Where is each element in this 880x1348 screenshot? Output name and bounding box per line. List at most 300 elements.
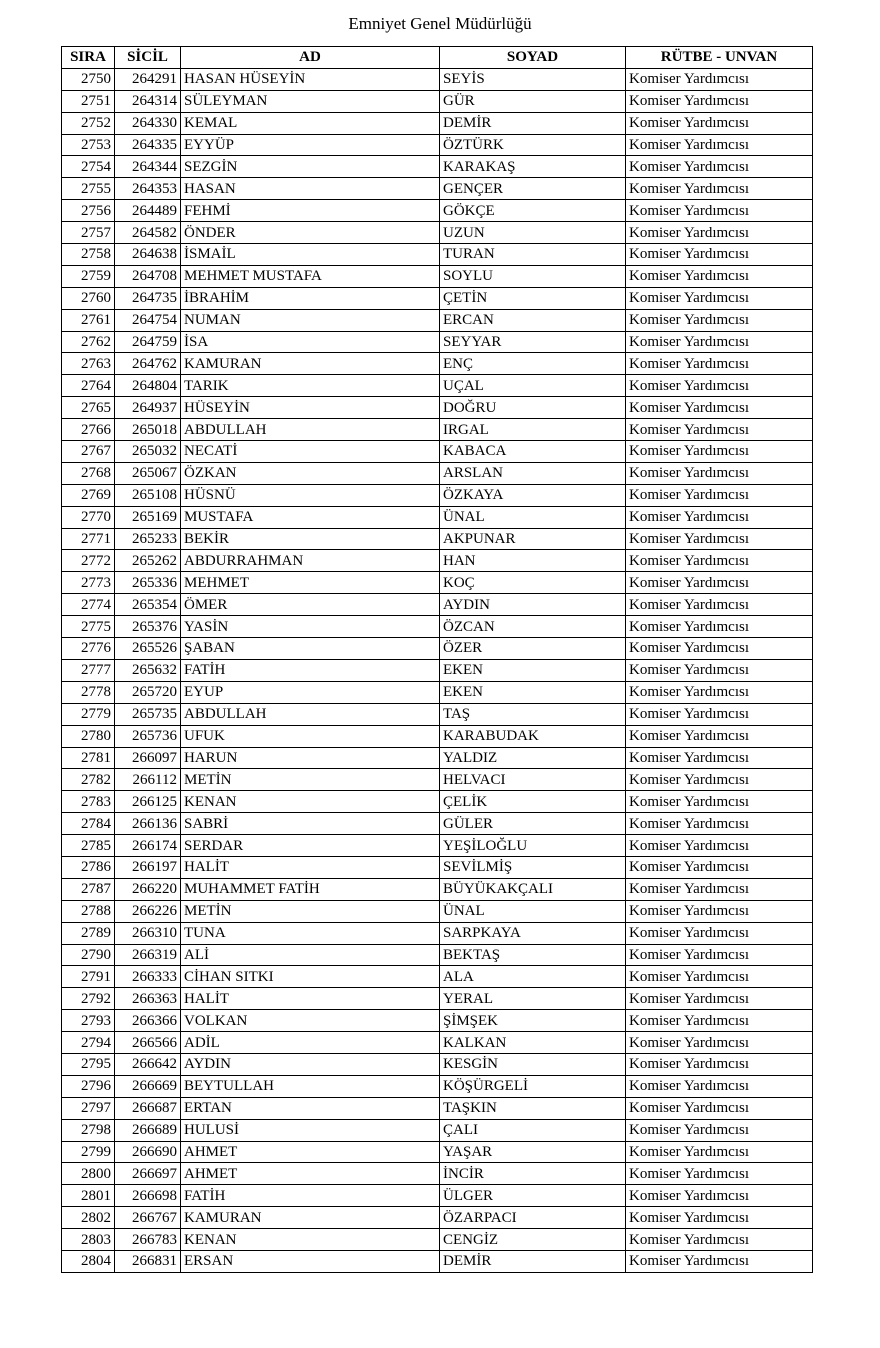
cell-soyad: SEYYAR (440, 331, 626, 353)
cell-rutbe-unvan: Komiser Yardımcısı (626, 134, 813, 156)
cell-sicil: 265336 (115, 572, 181, 594)
cell-sira: 2771 (62, 528, 115, 550)
cell-ad: ABDULLAH (181, 703, 440, 725)
cell-sira: 2782 (62, 769, 115, 791)
cell-sira: 2759 (62, 265, 115, 287)
cell-sira: 2795 (62, 1053, 115, 1075)
cell-sira: 2801 (62, 1185, 115, 1207)
cell-sira: 2792 (62, 988, 115, 1010)
cell-rutbe-unvan: Komiser Yardımcısı (626, 331, 813, 353)
cell-sira: 2803 (62, 1229, 115, 1251)
table-row (62, 484, 813, 506)
cell-sira: 2787 (62, 878, 115, 900)
cell-sicil: 264762 (115, 353, 181, 375)
cell-sicil: 264754 (115, 309, 181, 331)
cell-sicil: 265736 (115, 725, 181, 747)
table-row (62, 528, 813, 550)
table-row (62, 813, 813, 835)
cell-rutbe-unvan: Komiser Yardımcısı (626, 616, 813, 638)
table-row (62, 550, 813, 572)
cell-rutbe-unvan: Komiser Yardımcısı (626, 1141, 813, 1163)
cell-ad: SABRİ (181, 813, 440, 835)
table-row (62, 287, 813, 309)
cell-rutbe-unvan: Komiser Yardımcısı (626, 594, 813, 616)
cell-sicil: 264291 (115, 68, 181, 90)
table-row (62, 309, 813, 331)
cell-soyad: DEMİR (440, 112, 626, 134)
cell-rutbe-unvan: Komiser Yardımcısı (626, 397, 813, 419)
cell-sicil: 265735 (115, 703, 181, 725)
cell-soyad: ÇALI (440, 1119, 626, 1141)
table-row (62, 90, 813, 112)
cell-ad: NUMAN (181, 309, 440, 331)
cell-rutbe-unvan: Komiser Yardımcısı (626, 112, 813, 134)
cell-sicil: 266566 (115, 1032, 181, 1054)
table-row (62, 1010, 813, 1032)
cell-sicil: 265018 (115, 419, 181, 441)
cell-ad: ALİ (181, 944, 440, 966)
cell-soyad: CENGİZ (440, 1229, 626, 1251)
table-row (62, 572, 813, 594)
cell-sira: 2756 (62, 200, 115, 222)
cell-soyad: IRGAL (440, 419, 626, 441)
cell-sicil: 265720 (115, 681, 181, 703)
cell-sira: 2757 (62, 222, 115, 244)
table-row (62, 156, 813, 178)
cell-sira: 2776 (62, 638, 115, 660)
cell-rutbe-unvan: Komiser Yardımcısı (626, 462, 813, 484)
cell-sira: 2760 (62, 287, 115, 309)
cell-sicil: 264344 (115, 156, 181, 178)
cell-sira: 2785 (62, 835, 115, 857)
cell-sicil: 265169 (115, 506, 181, 528)
cell-ad: KAMURAN (181, 1207, 440, 1229)
cell-rutbe-unvan: Komiser Yardımcısı (626, 681, 813, 703)
cell-sira: 2802 (62, 1207, 115, 1229)
table-row (62, 1250, 813, 1272)
cell-soyad: SOYLU (440, 265, 626, 287)
cell-sicil: 266366 (115, 1010, 181, 1032)
cell-rutbe-unvan: Komiser Yardımcısı (626, 265, 813, 287)
cell-soyad: ŞİMŞEK (440, 1010, 626, 1032)
cell-sicil: 266097 (115, 747, 181, 769)
cell-sira: 2798 (62, 1119, 115, 1141)
cell-rutbe-unvan: Komiser Yardımcısı (626, 966, 813, 988)
cell-sira: 2770 (62, 506, 115, 528)
cell-ad: MUSTAFA (181, 506, 440, 528)
cell-rutbe-unvan: Komiser Yardımcısı (626, 353, 813, 375)
cell-sira: 2796 (62, 1075, 115, 1097)
cell-rutbe-unvan: Komiser Yardımcısı (626, 1163, 813, 1185)
table-row (62, 1119, 813, 1141)
cell-ad: ŞABAN (181, 638, 440, 660)
cell-sira: 2791 (62, 966, 115, 988)
personnel-table (61, 46, 813, 1273)
cell-soyad: TAŞKIN (440, 1097, 626, 1119)
cell-rutbe-unvan: Komiser Yardımcısı (626, 900, 813, 922)
cell-sira: 2761 (62, 309, 115, 331)
cell-rutbe-unvan: Komiser Yardımcısı (626, 791, 813, 813)
cell-ad: İBRAHİM (181, 287, 440, 309)
cell-rutbe-unvan: Komiser Yardımcısı (626, 572, 813, 594)
cell-sira: 2755 (62, 178, 115, 200)
cell-soyad: UZUN (440, 222, 626, 244)
cell-sira: 2780 (62, 725, 115, 747)
cell-sira: 2788 (62, 900, 115, 922)
cell-sicil: 265526 (115, 638, 181, 660)
cell-soyad: YALDIZ (440, 747, 626, 769)
cell-soyad: ÖZER (440, 638, 626, 660)
cell-soyad: ÖZCAN (440, 616, 626, 638)
page-title: Emniyet Genel Müdürlüğü (348, 14, 532, 33)
cell-ad: HASAN (181, 178, 440, 200)
cell-sicil: 266174 (115, 835, 181, 857)
table-row (62, 397, 813, 419)
cell-sira: 2804 (62, 1250, 115, 1272)
cell-sicil: 266125 (115, 791, 181, 813)
cell-rutbe-unvan: Komiser Yardımcısı (626, 1185, 813, 1207)
cell-sira: 2766 (62, 419, 115, 441)
cell-soyad: GENÇER (440, 178, 626, 200)
cell-ad: ÖMER (181, 594, 440, 616)
table-row (62, 725, 813, 747)
table-row (62, 222, 813, 244)
cell-soyad: ERCAN (440, 309, 626, 331)
cell-soyad: ARSLAN (440, 462, 626, 484)
cell-sicil: 265067 (115, 462, 181, 484)
cell-soyad: BÜYÜKAKÇALI (440, 878, 626, 900)
cell-soyad: YERAL (440, 988, 626, 1010)
table-row (62, 331, 813, 353)
cell-ad: EYUP (181, 681, 440, 703)
table-row (62, 616, 813, 638)
cell-sira: 2793 (62, 1010, 115, 1032)
table-row (62, 681, 813, 703)
cell-ad: SÜLEYMAN (181, 90, 440, 112)
cell-ad: KENAN (181, 791, 440, 813)
cell-rutbe-unvan: Komiser Yardımcısı (626, 200, 813, 222)
table-header-row (62, 47, 813, 69)
cell-sicil: 265376 (115, 616, 181, 638)
cell-rutbe-unvan: Komiser Yardımcısı (626, 309, 813, 331)
cell-sicil: 266687 (115, 1097, 181, 1119)
cell-soyad: SEVİLMİŞ (440, 856, 626, 878)
cell-ad: ERTAN (181, 1097, 440, 1119)
cell-ad: METİN (181, 900, 440, 922)
cell-ad: FATİH (181, 659, 440, 681)
cell-ad: ADİL (181, 1032, 440, 1054)
cell-ad: AYDIN (181, 1053, 440, 1075)
table-row (62, 1032, 813, 1054)
cell-sira: 2790 (62, 944, 115, 966)
cell-rutbe-unvan: Komiser Yardımcısı (626, 1075, 813, 1097)
cell-sira: 2764 (62, 375, 115, 397)
cell-sira: 2781 (62, 747, 115, 769)
cell-sicil: 266783 (115, 1229, 181, 1251)
cell-rutbe-unvan: Komiser Yardımcısı (626, 528, 813, 550)
cell-rutbe-unvan: Komiser Yardımcısı (626, 441, 813, 463)
cell-sicil: 266689 (115, 1119, 181, 1141)
table-row (62, 659, 813, 681)
cell-rutbe-unvan: Komiser Yardımcısı (626, 1207, 813, 1229)
cell-soyad: ÇELİK (440, 791, 626, 813)
table-row (62, 900, 813, 922)
cell-ad: YASİN (181, 616, 440, 638)
cell-rutbe-unvan: Komiser Yardımcısı (626, 769, 813, 791)
cell-sicil: 264708 (115, 265, 181, 287)
cell-sicil: 266690 (115, 1141, 181, 1163)
column-header-rutbe-unvan: RÜTBE - UNVAN (626, 47, 813, 69)
cell-sira: 2751 (62, 90, 115, 112)
table-row (62, 1163, 813, 1185)
cell-ad: TUNA (181, 922, 440, 944)
cell-rutbe-unvan: Komiser Yardımcısı (626, 703, 813, 725)
cell-ad: METİN (181, 769, 440, 791)
table-row (62, 944, 813, 966)
cell-sira: 2754 (62, 156, 115, 178)
cell-sira: 2762 (62, 331, 115, 353)
cell-sicil: 265632 (115, 659, 181, 681)
cell-ad: AHMET (181, 1163, 440, 1185)
cell-ad: HARUN (181, 747, 440, 769)
cell-ad: BEKİR (181, 528, 440, 550)
table-row (62, 1075, 813, 1097)
table-row (62, 856, 813, 878)
cell-ad: HULUSİ (181, 1119, 440, 1141)
table-row (62, 703, 813, 725)
cell-sira: 2794 (62, 1032, 115, 1054)
cell-rutbe-unvan: Komiser Yardımcısı (626, 222, 813, 244)
cell-ad: ÖNDER (181, 222, 440, 244)
cell-soyad: KÖŞÜRGELİ (440, 1075, 626, 1097)
cell-sira: 2777 (62, 659, 115, 681)
cell-rutbe-unvan: Komiser Yardımcısı (626, 638, 813, 660)
cell-rutbe-unvan: Komiser Yardımcısı (626, 506, 813, 528)
cell-soyad: ÜLGER (440, 1185, 626, 1207)
table-row (62, 594, 813, 616)
cell-soyad: TAŞ (440, 703, 626, 725)
cell-sira: 2768 (62, 462, 115, 484)
table-row (62, 1207, 813, 1229)
table-row (62, 200, 813, 222)
cell-soyad: GÜLER (440, 813, 626, 835)
cell-sicil: 266767 (115, 1207, 181, 1229)
cell-ad: BEYTULLAH (181, 1075, 440, 1097)
cell-rutbe-unvan: Komiser Yardımcısı (626, 878, 813, 900)
cell-sicil: 266112 (115, 769, 181, 791)
table-row (62, 966, 813, 988)
cell-soyad: EKEN (440, 681, 626, 703)
table-row (62, 747, 813, 769)
cell-soyad: ÖZTÜRK (440, 134, 626, 156)
cell-sira: 2772 (62, 550, 115, 572)
table-row (62, 988, 813, 1010)
table-row (62, 244, 813, 266)
cell-soyad: AKPUNAR (440, 528, 626, 550)
table-row (62, 1141, 813, 1163)
cell-sicil: 266831 (115, 1250, 181, 1272)
cell-sicil: 266698 (115, 1185, 181, 1207)
table-row (62, 1185, 813, 1207)
cell-sira: 2799 (62, 1141, 115, 1163)
cell-rutbe-unvan: Komiser Yardımcısı (626, 419, 813, 441)
cell-sicil: 265108 (115, 484, 181, 506)
cell-ad: HÜSEYİN (181, 397, 440, 419)
cell-soyad: KESGİN (440, 1053, 626, 1075)
cell-sira: 2797 (62, 1097, 115, 1119)
cell-sicil: 266697 (115, 1163, 181, 1185)
cell-ad: TARIK (181, 375, 440, 397)
table-row (62, 419, 813, 441)
cell-ad: CİHAN SITKI (181, 966, 440, 988)
cell-sira: 2752 (62, 112, 115, 134)
cell-sicil: 266136 (115, 813, 181, 835)
cell-sicil: 265354 (115, 594, 181, 616)
cell-sira: 2783 (62, 791, 115, 813)
cell-sicil: 264804 (115, 375, 181, 397)
cell-rutbe-unvan: Komiser Yardımcısı (626, 922, 813, 944)
table-row (62, 1053, 813, 1075)
table-row (62, 353, 813, 375)
cell-rutbe-unvan: Komiser Yardımcısı (626, 944, 813, 966)
cell-sicil: 266363 (115, 988, 181, 1010)
cell-soyad: YEŞİLOĞLU (440, 835, 626, 857)
cell-rutbe-unvan: Komiser Yardımcısı (626, 835, 813, 857)
cell-soyad: DEMİR (440, 1250, 626, 1272)
cell-ad: İSA (181, 331, 440, 353)
cell-ad: HALİT (181, 988, 440, 1010)
cell-rutbe-unvan: Komiser Yardımcısı (626, 1119, 813, 1141)
cell-sira: 2774 (62, 594, 115, 616)
cell-ad: HÜSNÜ (181, 484, 440, 506)
cell-sicil: 264353 (115, 178, 181, 200)
table-row (62, 462, 813, 484)
cell-sicil: 264582 (115, 222, 181, 244)
cell-sicil: 266333 (115, 966, 181, 988)
cell-ad: ABDULLAH (181, 419, 440, 441)
cell-sira: 2753 (62, 134, 115, 156)
cell-ad: KEMAL (181, 112, 440, 134)
cell-ad: ERSAN (181, 1250, 440, 1272)
cell-soyad: UÇAL (440, 375, 626, 397)
cell-soyad: KALKAN (440, 1032, 626, 1054)
cell-sira: 2765 (62, 397, 115, 419)
table-row (62, 922, 813, 944)
cell-rutbe-unvan: Komiser Yardımcısı (626, 988, 813, 1010)
cell-ad: NECATİ (181, 441, 440, 463)
cell-soyad: SARPKAYA (440, 922, 626, 944)
column-header-sicil: SİCİL (115, 47, 181, 69)
cell-sicil: 264489 (115, 200, 181, 222)
cell-rutbe-unvan: Komiser Yardımcısı (626, 68, 813, 90)
cell-sicil: 266220 (115, 878, 181, 900)
cell-ad: ÖZKAN (181, 462, 440, 484)
table-row (62, 375, 813, 397)
cell-soyad: İNCİR (440, 1163, 626, 1185)
cell-ad: İSMAİL (181, 244, 440, 266)
column-header-sira: SIRA (62, 47, 115, 69)
cell-sira: 2767 (62, 441, 115, 463)
cell-soyad: AYDIN (440, 594, 626, 616)
cell-sira: 2775 (62, 616, 115, 638)
cell-ad: FEHMİ (181, 200, 440, 222)
cell-sira: 2778 (62, 681, 115, 703)
table-row (62, 265, 813, 287)
cell-soyad: YAŞAR (440, 1141, 626, 1163)
cell-ad: ABDURRAHMAN (181, 550, 440, 572)
cell-sira: 2750 (62, 68, 115, 90)
table-row (62, 441, 813, 463)
cell-ad: SERDAR (181, 835, 440, 857)
cell-sira: 2763 (62, 353, 115, 375)
cell-ad: UFUK (181, 725, 440, 747)
cell-rutbe-unvan: Komiser Yardımcısı (626, 1053, 813, 1075)
cell-sicil: 265262 (115, 550, 181, 572)
cell-sicil: 264335 (115, 134, 181, 156)
cell-ad: HALİT (181, 856, 440, 878)
cell-rutbe-unvan: Komiser Yardımcısı (626, 813, 813, 835)
cell-sira: 2800 (62, 1163, 115, 1185)
cell-soyad: TURAN (440, 244, 626, 266)
cell-rutbe-unvan: Komiser Yardımcısı (626, 1097, 813, 1119)
cell-sicil: 266226 (115, 900, 181, 922)
cell-ad: KAMURAN (181, 353, 440, 375)
cell-rutbe-unvan: Komiser Yardımcısı (626, 90, 813, 112)
cell-soyad: KOÇ (440, 572, 626, 594)
cell-ad: EYYÜP (181, 134, 440, 156)
cell-soyad: SEYİS (440, 68, 626, 90)
cell-soyad: ÜNAL (440, 900, 626, 922)
cell-soyad: ÖZARPACI (440, 1207, 626, 1229)
cell-ad: KENAN (181, 1229, 440, 1251)
cell-soyad: HELVACI (440, 769, 626, 791)
cell-sicil: 266319 (115, 944, 181, 966)
cell-rutbe-unvan: Komiser Yardımcısı (626, 659, 813, 681)
cell-sira: 2779 (62, 703, 115, 725)
cell-sicil: 266669 (115, 1075, 181, 1097)
cell-ad: FATİH (181, 1185, 440, 1207)
cell-ad: SEZGİN (181, 156, 440, 178)
table-row (62, 1097, 813, 1119)
cell-rutbe-unvan: Komiser Yardımcısı (626, 1010, 813, 1032)
cell-soyad: KARABUDAK (440, 725, 626, 747)
cell-sicil: 264735 (115, 287, 181, 309)
cell-sicil: 266197 (115, 856, 181, 878)
cell-soyad: GÜR (440, 90, 626, 112)
cell-rutbe-unvan: Komiser Yardımcısı (626, 1032, 813, 1054)
table-row (62, 791, 813, 813)
table-row (62, 1229, 813, 1251)
table-row (62, 878, 813, 900)
cell-sicil: 266642 (115, 1053, 181, 1075)
cell-sicil: 264314 (115, 90, 181, 112)
cell-rutbe-unvan: Komiser Yardımcısı (626, 1250, 813, 1272)
cell-rutbe-unvan: Komiser Yardımcısı (626, 550, 813, 572)
cell-sicil: 264759 (115, 331, 181, 353)
cell-sira: 2789 (62, 922, 115, 944)
table-row (62, 112, 813, 134)
table-row (62, 134, 813, 156)
table-row (62, 769, 813, 791)
cell-sicil: 265233 (115, 528, 181, 550)
cell-ad: AHMET (181, 1141, 440, 1163)
cell-rutbe-unvan: Komiser Yardımcısı (626, 747, 813, 769)
cell-rutbe-unvan: Komiser Yardımcısı (626, 725, 813, 747)
cell-sira: 2773 (62, 572, 115, 594)
cell-sira: 2784 (62, 813, 115, 835)
cell-soyad: ÜNAL (440, 506, 626, 528)
cell-rutbe-unvan: Komiser Yardımcısı (626, 244, 813, 266)
